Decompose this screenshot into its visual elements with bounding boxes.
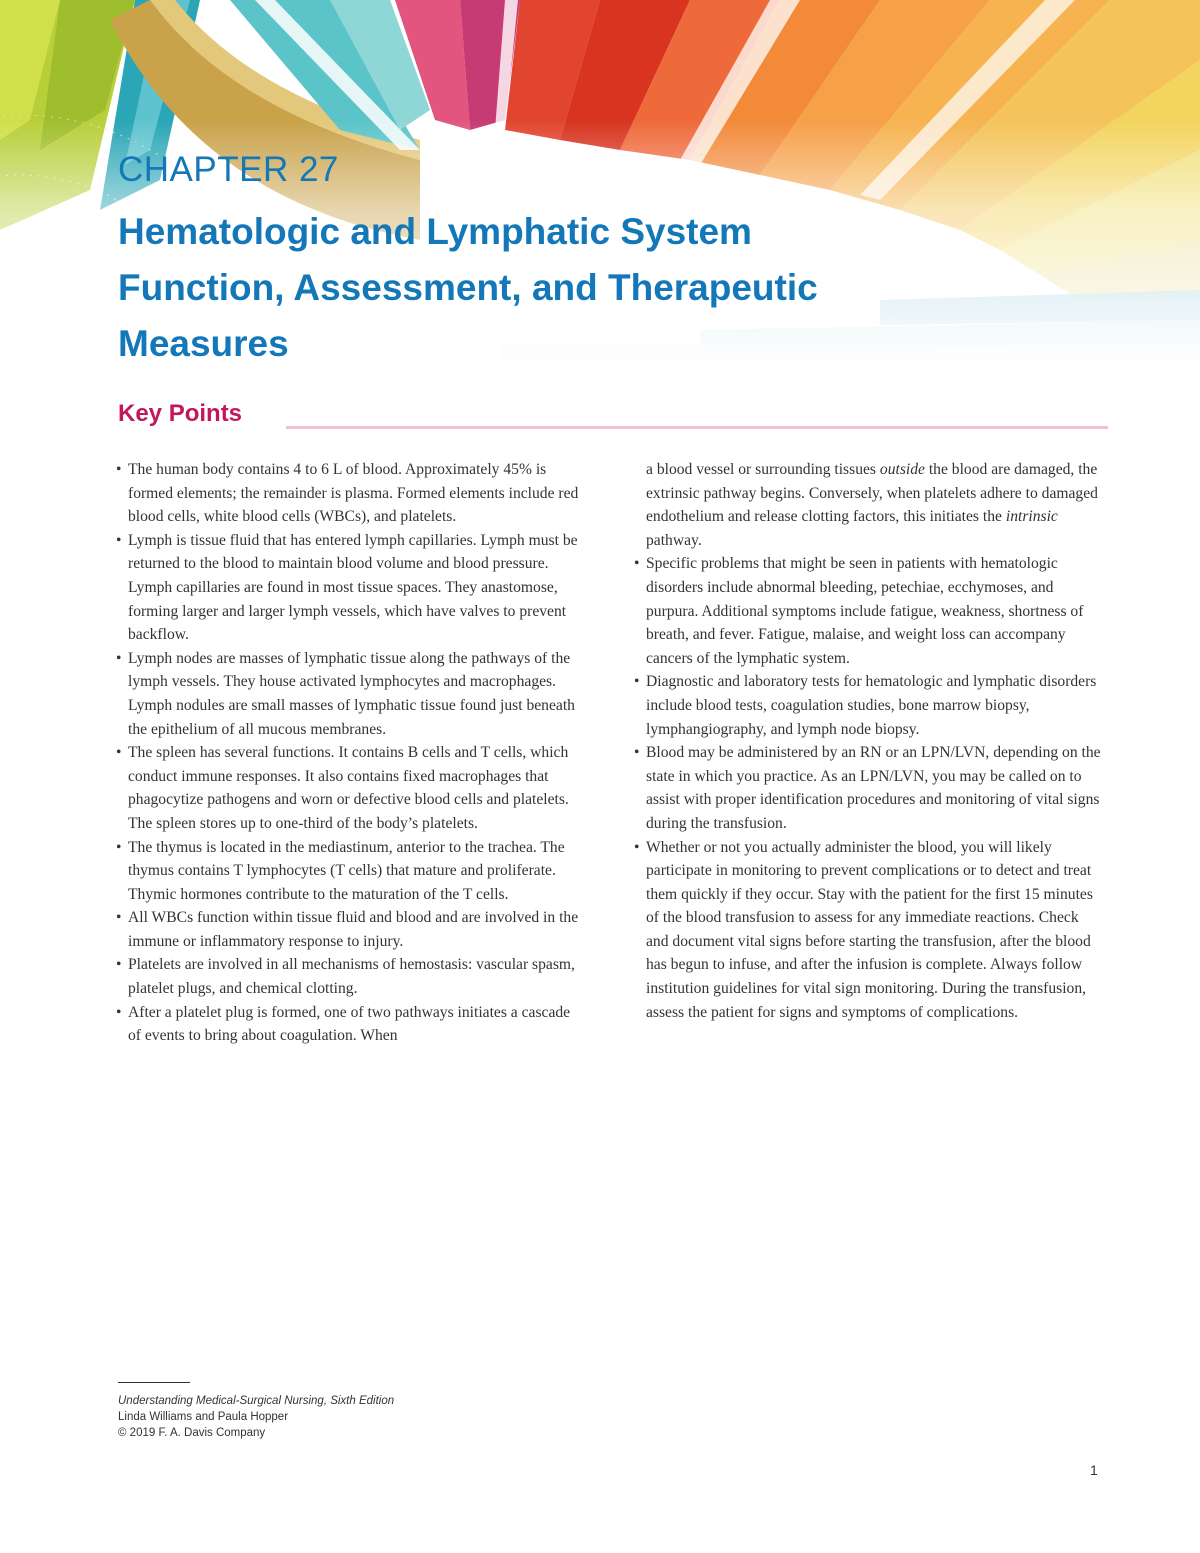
page-number: 1 <box>1090 1462 1098 1478</box>
key-points-header <box>118 400 1108 440</box>
key-point: • The human body contains 4 to 6 L of blood. Approximately 45% is formed elements; the remainder is plasma. Formed elements include red blood cells, white blood cells (WBCs), and platelets. <box>116 458 586 529</box>
continuation-text: a blood vessel or surrounding tissues <box>646 461 880 478</box>
key-point: • Specific problems that might be seen in patients with hematologic disorders include abnormal bleeding, petechiae, ecchymoses, and purpura. Additional symptoms include fatigue, weakness, shortness of breath, and fever. Fatigue, malaise, and weight loss can accompany cancers of the lymphatic system. <box>634 552 1104 670</box>
continuation-text: pathway. <box>646 531 702 549</box>
chapter-title-line: Measures <box>118 323 289 364</box>
key-point: • Diagnostic and laboratory tests for hematologic and lymphatic disorders include blood tests, coagulation studies, bone marrow biopsy, lymphangiography, and lymph node biopsy. <box>634 670 1104 741</box>
footer-book-title: Understanding Medical-Surgical Nursing, Sixth Edition <box>118 1395 395 1407</box>
key-point: • Lymph is tissue fluid that has entered lymph capillaries. Lymph must be returned to the blood to maintain blood volume and blood pressure. Lymph capillaries are found in most tissue spaces. They anastomose, forming larger and larger lymph vessels, which have valves to prevent backflow. <box>116 529 586 647</box>
footer-rule <box>118 1382 190 1383</box>
footer-authors: Linda Williams and Paula Hopper <box>118 1411 289 1423</box>
footer <box>118 1382 394 1441</box>
key-point: • After a platelet plug is formed, one of two pathways initiates a cascade of events to bring about coagulation. When <box>116 1001 586 1048</box>
key-point: • Platelets are involved in all mechanisms of hemostasis: vascular spasm, platelet plugs, and chemical clotting. <box>116 953 586 1000</box>
key-point: • Lymph nodes are masses of lymphatic tissue along the pathways of the lymph vessels. They house activated lymphocytes and macrophages. Lymph nodules are small masses of lymphatic tissue found just beneath the epithelium of all mucous membranes. <box>116 647 586 741</box>
footer-copyright: © 2019 F. A. Davis Company <box>118 1427 266 1439</box>
key-point: • The thymus is located in the mediastinum, anterior to the trachea. The thymus contains T lymphocytes (T cells) that mature and proliferate. Thymic hormones contribute to the maturation of the T cells. <box>116 836 586 907</box>
chapter-title <box>118 204 1118 372</box>
key-point-continuation <box>634 458 1104 552</box>
key-point: • All WBCs function within tissue fluid and blood and are involved in the immune or inflammatory response to injury. <box>116 906 586 953</box>
continuation-text: the blood are damaged, the extrinsic pathway begins. Conversely, when platelets adhere to damaged endothelium and release clotting factors, this initiates the <box>646 461 1098 526</box>
chapter-title-line: Function, Assessment, and Therapeutic <box>118 267 818 308</box>
chapter-title-line: Hematologic and Lymphatic System <box>118 211 752 252</box>
emphasis-outside: outside <box>879 461 925 478</box>
key-points-rule <box>286 426 1108 429</box>
key-points-right-column <box>634 458 1104 1024</box>
key-points-left-column <box>116 458 586 1048</box>
key-point: • The spleen has several functions. It contains B cells and T cells, which conduct immune responses. It also contains fixed macrophages that phagocytize pathogens and worn or defective blood cells and platelets. The spleen stores up to one-third of the body’s platelets. <box>116 741 586 835</box>
key-point: • Blood may be administered by an RN or an LPN/LVN, depending on the state in which you practice. As an LPN/LVN, you may be called on to assist with proper identification procedures and monitoring of vital signs during the transfusion. <box>634 741 1104 835</box>
key-point: • Whether or not you actually administer the blood, you will likely participate in monitoring to prevent complications or to detect and treat them quickly if they occur. Stay with the patient for the first 15 minutes of the blood transfusion to assess for any immediate reactions. Check and document vital signs before starting the transfusion, after the blood has begun to infuse, and after the infusion is complete. Always follow institution guidelines for vital sign monitoring. During the transfusion, assess the patient for signs and symptoms of complications. <box>634 836 1104 1025</box>
key-points-heading: Key Points <box>118 400 243 427</box>
chapter-label: CHAPTER 27 <box>118 150 339 189</box>
emphasis-intrinsic: intrinsic <box>1005 508 1058 526</box>
